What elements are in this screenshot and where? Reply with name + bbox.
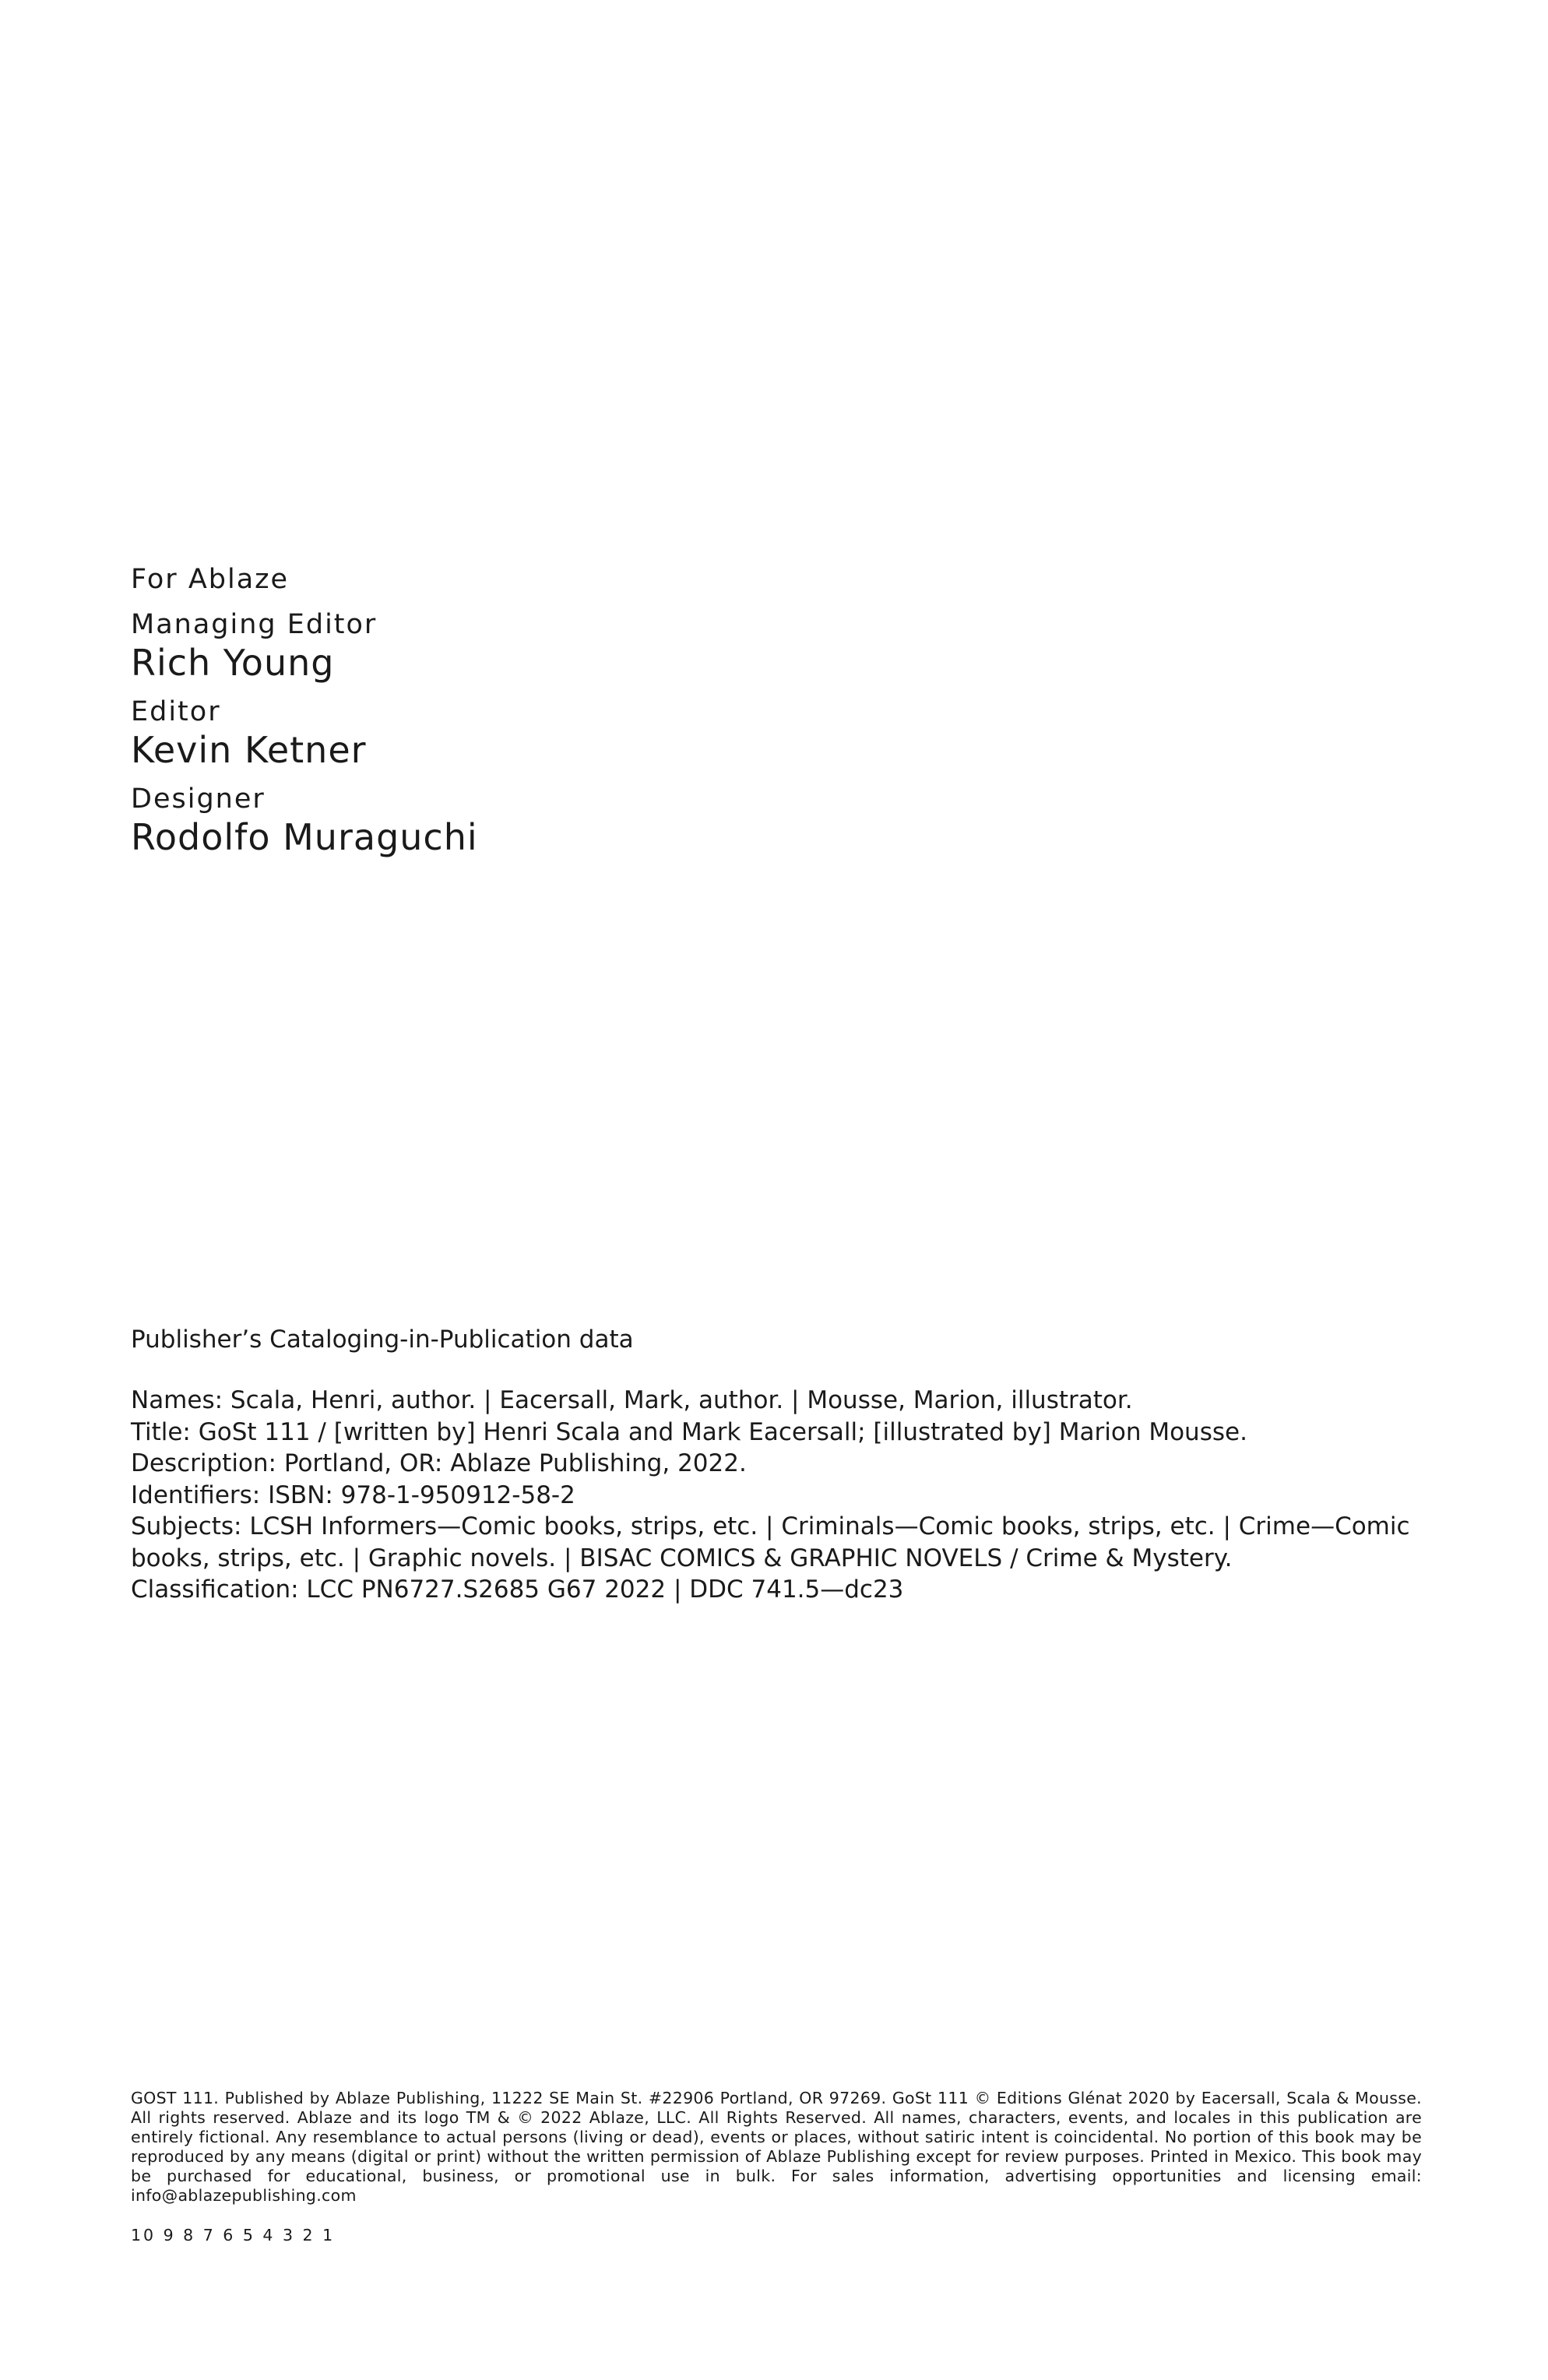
cip-classification: Classification: LCC PN6727.S2685 G67 2022 | DDC 741.5—dc23 [131, 1576, 904, 1604]
legal-notice-text: GOST 111. Published by Ablaze Publishing, 11222 SE Main St. #22906 Portland, OR 97269. GoSt 111 © Editions Glénat 2020 by Eacersall, Scala & Mousse. All rights reserved. Ablaze and its logo TM & © 2022 Ablaze, LLC. All Rights Reserved. All names, characters, events, and locales in this publication are entirely fictional. Any resemblance to actual persons (living or dead), events or places, without satiric intent is coincidental. No portion of this book may be reproduced by any means (digital or print) without the written permission of Ablaze Publishing except for review purposes. Printed in Mexico. This book may be purchased for educational, business, or promotional use in bulk. For sales information, advertising opportunities and licensing email: info@ablazepublishing.com [131, 2089, 1422, 2205]
legal-notice-block [131, 2089, 1422, 2206]
person-name: Rich Young [131, 642, 335, 684]
person-name: Kevin Ketner [131, 729, 367, 771]
credit-designer [131, 782, 478, 858]
cataloging-in-publication-block [131, 1324, 1455, 1606]
cip-names: Names: Scala, Henri, author. | Eacersall, Mark, author. | Mousse, Marion, illustrator. [131, 1386, 1133, 1414]
cip-subjects: Subjects: LCSH Informers—Comic books, strips, etc. | Criminals—Comic books, strips, etc. | Crime—Comic [131, 1512, 1410, 1540]
role-label: Designer [131, 783, 266, 815]
credit-editor [131, 695, 478, 771]
person-name: Rodolfo Muraguchi [131, 816, 478, 858]
cip-title: Publisher’s Cataloging-in-Publication data [131, 1326, 634, 1354]
cip-description: Description: Portland, OR: Ablaze Publishing, 2022. [131, 1449, 747, 1477]
credits-block [131, 562, 478, 858]
cip-identifiers: Identifiers: ISBN: 978-1-950912-58-2 [131, 1480, 575, 1509]
credits-heading: For Ablaze [131, 564, 290, 595]
cip-title-line: Title: GoSt 111 / [written by] Henri Scala and Mark Eacersall; [illustrated by] Marion Mousse. [131, 1417, 1247, 1446]
role-label: Managing Editor [131, 609, 378, 640]
cip-subjects-continued: books, strips, etc. | Graphic novels. | BISAC COMICS & GRAPHIC NOVELS / Crime & Mystery. [131, 1544, 1233, 1572]
credit-managing-editor [131, 607, 478, 684]
role-label: Editor [131, 696, 221, 727]
print-line: 10 9 8 7 6 5 4 3 2 1 [131, 2226, 336, 2244]
